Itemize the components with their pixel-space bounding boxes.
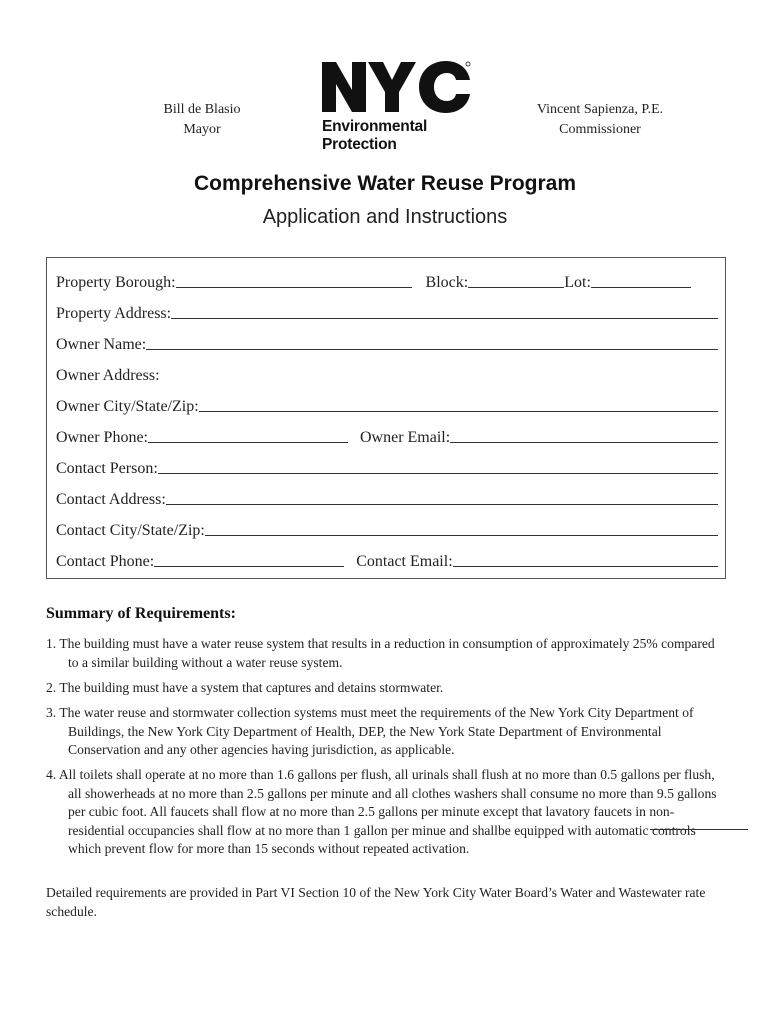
nyc-logo-mark [322, 60, 472, 114]
requirement-text: 1. The building must have a water reuse system that results in a reduction in consumption of approximately 25% compared to a similar building without a water reuse system. [46, 636, 715, 670]
owner-phone-label: Owner Phone: [56, 429, 148, 446]
block-field[interactable] [468, 272, 564, 288]
summary-footer-text: Detailed requirements are provided in Part VI Section 10 of the New York City Water Board’s Water and Wastewater rate schedule. [46, 885, 706, 919]
contact-person-field[interactable] [158, 458, 718, 474]
contact-city-row [56, 514, 718, 540]
page-subtitle: Application and Instructions [262, 206, 508, 228]
contact-email-label: Contact Email: [356, 553, 453, 570]
owner-email-field[interactable] [450, 427, 718, 443]
nyc-dep-logo [322, 60, 482, 154]
property-borough-label: Property Borough: [56, 274, 176, 291]
property-address-row [56, 297, 718, 323]
owner-city-row [56, 390, 718, 416]
owner-name-row [56, 328, 718, 354]
commissioner-name: Vincent Sapienza, P.E. [536, 102, 664, 117]
requirement-text: 3. The water reuse and stormwater collection systems must meet the requirements of the New York City Department of Buildings, the New York City Department of Health, DEP, the New York State Department of Environmental Conservation and any other agencies having jurisdiction, as applicable. [46, 705, 694, 758]
mayor-block [130, 100, 274, 140]
logo-line-2: Protection [322, 136, 397, 153]
contact-address-field[interactable] [166, 489, 718, 505]
owner-address-row [56, 359, 718, 385]
contact-phone-field[interactable] [154, 551, 344, 567]
mayor-title: Mayor [183, 122, 221, 137]
block-label: Block: [425, 274, 469, 291]
owner-phone-field[interactable] [148, 427, 348, 443]
owner-phone-row [56, 421, 718, 447]
commissioner-block [510, 100, 690, 140]
lot-field[interactable] [591, 272, 691, 288]
contact-person-row [56, 452, 718, 478]
contact-phone-label: Contact Phone: [56, 553, 155, 570]
requirement-4 [46, 766, 726, 859]
owner-city-field[interactable] [199, 396, 718, 412]
commissioner-title: Commissioner [559, 122, 641, 137]
owner-email-label: Owner Email: [359, 429, 451, 446]
logo-line-1: Environmental [322, 118, 428, 135]
contact-email-field[interactable] [453, 551, 718, 567]
property-address-label: Property Address: [56, 305, 172, 322]
owner-name-label: Owner Name: [56, 336, 147, 353]
owner-city-label: Owner City/State/Zip: [56, 398, 199, 415]
requirement-text: 2. The building must have a system that captures and detains stormwater. [46, 680, 444, 695]
contact-person-label: Contact Person: [56, 460, 158, 477]
contact-city-field[interactable] [205, 520, 718, 536]
summary-footer [46, 884, 726, 921]
requirement-3 [46, 704, 726, 760]
owner-name-field[interactable] [146, 334, 718, 350]
requirement-1 [46, 635, 726, 672]
property-borough-row [56, 266, 718, 292]
owner-address-label: Owner Address: [56, 367, 160, 384]
summary-heading: Summary of Requirements: [46, 605, 236, 622]
contact-address-row [56, 483, 718, 509]
property-address-field[interactable] [171, 303, 718, 319]
requirement-text: 4. All toilets shall operate at no more than 1.6 gallons per flush, all urinals shall flush at no more than 0.5 gallons per flush, all showerheads at no more than 2.5 gallons per minute and all clothes washers shall consume no more than 9.5 gallons per cubic foot. All faucets shall flow at no more than 2.5 gallons per minute except that lavatory faucets in non-residential occupancies shall flow at no more than 1 gallon per minue and shallbe equipped with automatic controls which prevent flow for more than 15 seconds without repeated activation. [46, 767, 717, 857]
lot-label: Lot: [564, 274, 591, 291]
requirement-2 [46, 679, 726, 698]
contact-city-label: Contact City/State/Zip: [56, 522, 205, 539]
strike-through-line [650, 829, 748, 830]
contact-address-label: Contact Address: [56, 491, 166, 508]
page-title: Comprehensive Water Reuse Program [193, 172, 576, 195]
property-borough-field[interactable] [176, 272, 412, 288]
mayor-name: Bill de Blasio [163, 102, 241, 117]
contact-phone-row [56, 545, 718, 571]
